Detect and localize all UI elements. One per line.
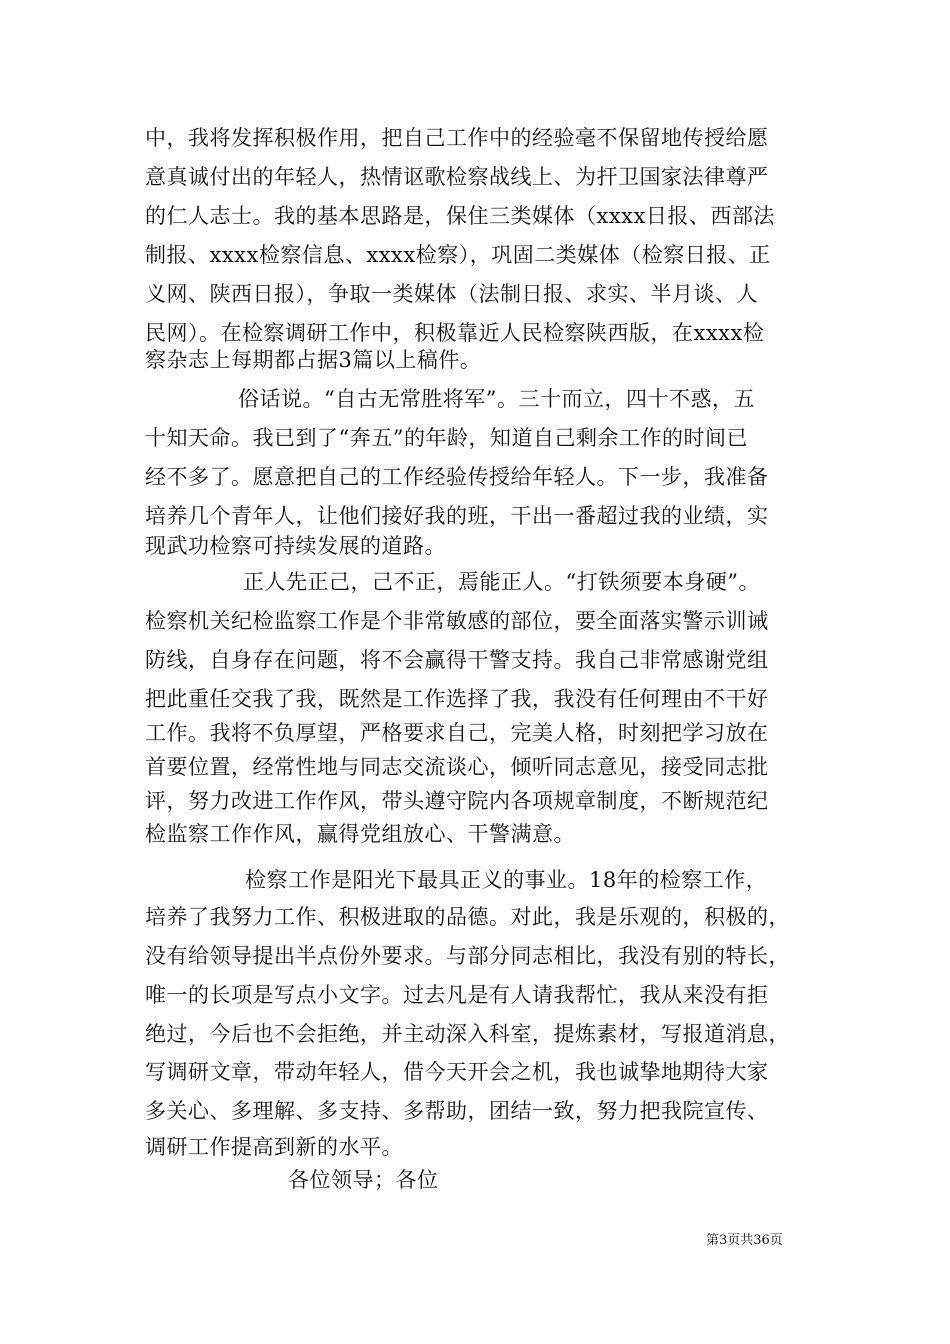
text-line: 意真诚付出的年轻人，热情讴歌检察战线上、为扞卫国家法律尊严: [145, 165, 769, 189]
text-line: 调研工作提高到新的水平。: [145, 1135, 403, 1159]
text-line: 察杂志上每期都占据3篇以上稿件。: [145, 348, 482, 372]
text-line: 防线，自身存在问题，将不会赢得干警支持。我自己非常感谢党组: [145, 648, 769, 672]
text-line: 中，我将发挥积极作用，把自己工作中的经验毫不保留地传授给愿: [145, 126, 769, 150]
text-line: 现武功检察可持续发展的道路。: [145, 534, 446, 558]
text-line: 没有给领导提出半点份外要求。与部分同志相比，我没有别的特长，: [145, 944, 790, 968]
text-line: 培养了我努力工作、积极进取的品德。对此，我是乐观的，积极的，: [145, 905, 790, 929]
paragraph-first-line: 检察工作是阳光下最具正义的事业。18年的检察工作，: [245, 868, 768, 892]
paragraph-first-line: 俗话说。“自古无常胜将军”。三十而立，四十不惑，五: [238, 387, 755, 411]
text-line: 民网）。在检察调研工作中，积极靠近人民检察陕西版，在xxxx检: [145, 321, 765, 345]
text-line: 培养几个青年人，让他们接好我的班，干出一番超过我的业绩，实: [145, 504, 769, 528]
text-line: 唯一的长项是写点小文字。过去凡是有人请我帮忙，我从来没有拒: [145, 983, 769, 1007]
text-line: 把此重任交我了我，既然是工作选择了我，我没有任何理由不干好: [145, 687, 769, 711]
text-line: 的仁人志士。我的基本思路是，保住三类媒体（xxxx日报、西部法: [145, 204, 775, 228]
text-line: 多关心、多理解、多支持、多帮助，团结一致，努力把我院宣传、: [145, 1099, 769, 1123]
text-line: 制报、xxxx检察信息、xxxx检察），巩固二类媒体（检察日报、正: [145, 243, 771, 267]
text-line: 工作。我将不负厚望，严格要求自己，完美人格，时刻把学习放在: [145, 721, 769, 745]
text-line: 义网、陕西日报），争取一类媒体（法制日报、求实、半月谈、人: [145, 282, 758, 306]
page-number-footer: 第3页共36页: [706, 1233, 783, 1248]
salutation-line: 各位领导；各位: [288, 1168, 439, 1192]
text-line: 检察机关纪检监察工作是个非常敏感的部位，要全面落实警示训诫: [145, 609, 769, 633]
text-line: 经不多了。愿意把自己的工作经验传授给年轻人。下一步，我准备: [145, 465, 769, 489]
paragraph-first-line: 正人先正己，己不正，焉能正人。“打铁须要本身硬”。: [243, 570, 760, 594]
text-line: 首要位置，经常性地与同志交流谈心，倾听同志意见，接受同志批: [145, 755, 769, 779]
text-line: 检监察工作作风，赢得党组放心、干警满意。: [145, 822, 575, 846]
text-line: 写调研文章，带动年轻人，借今天开会之机，我也诚挚地期待大家: [145, 1060, 769, 1084]
text-line: 十知天命。我已到了“奔五”的年龄，知道自己剩余工作的时间已: [145, 426, 748, 450]
text-line: 评，努力改进工作作风，带头遵守院内各项规章制度，不断规范纪: [145, 789, 769, 813]
text-line: 绝过，今后也不会拒绝，并主动深入科室，提炼素材，写报道消息，: [145, 1022, 790, 1046]
